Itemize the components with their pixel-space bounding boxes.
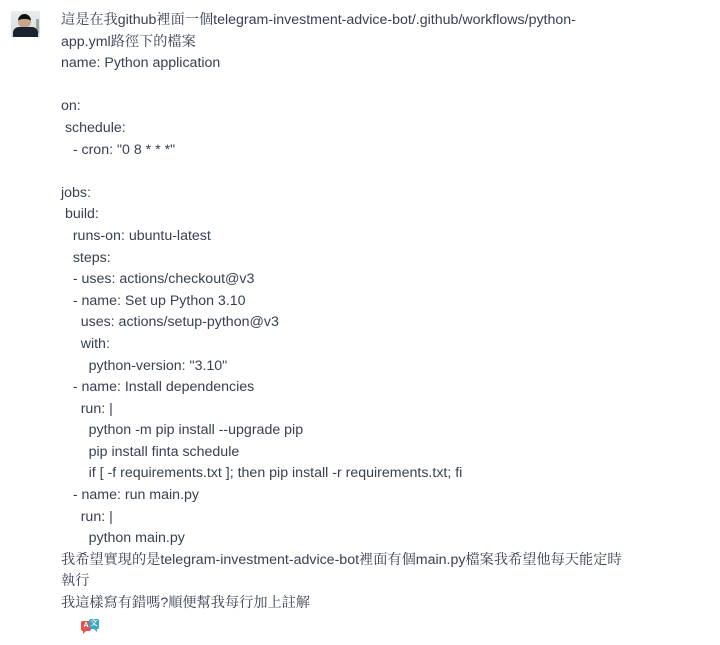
- message-line: [61, 161, 661, 183]
- message-line: uses: actions/setup-python@v3: [61, 314, 279, 331]
- message-line: [61, 75, 661, 97]
- message-line: app.yml路徑下的檔案: [61, 33, 196, 50]
- message-line: runs-on: ubuntu-latest: [61, 227, 211, 244]
- message-line: pip install finta schedule: [61, 443, 240, 460]
- message-line: run: |: [61, 400, 113, 417]
- message-line: - name: Install dependencies: [61, 379, 255, 396]
- translate-icon-secondary: 文: [90, 620, 98, 627]
- user-avatar: [11, 11, 40, 37]
- avatar-body: [13, 27, 38, 37]
- message-line: python-version: "3.10": [61, 357, 228, 374]
- avatar-head: [18, 14, 31, 28]
- message-line: python -m pip install --upgrade pip: [61, 422, 304, 439]
- message-line: build:: [61, 206, 99, 223]
- message-line: if [ -f requirements.txt ]; then pip install -r requirements.txt; fi: [61, 465, 463, 482]
- translate-icon: A: [81, 621, 91, 631]
- translate-button[interactable]: [81, 619, 101, 635]
- message-line: 執行: [61, 573, 90, 590]
- message-line: schedule:: [61, 119, 126, 136]
- message-line: - cron: "0 8 * * *": [61, 141, 176, 158]
- message-line: - uses: actions/checkout@v3: [61, 271, 255, 288]
- message-line: name: Python application: [61, 55, 221, 72]
- message-line: on:: [61, 98, 81, 115]
- message-line: with:: [61, 335, 110, 352]
- message-line: 我這樣寫有錯嗎?順便幫我每行加上註解: [61, 595, 311, 612]
- message-line: - name: run main.py: [61, 487, 199, 504]
- message-line: 我希望實現的是telegram-investment-advice-bot裡面有個main.py檔案我希望他每天能定時: [61, 551, 622, 568]
- message-line: steps:: [61, 249, 111, 266]
- message-line: - name: Set up Python 3.10: [61, 292, 246, 309]
- message-line: python main.py: [61, 530, 185, 547]
- message-content: [61, 10, 661, 615]
- message-line: run: |: [61, 508, 113, 525]
- message-line: jobs:: [61, 184, 91, 201]
- message-line: 這是在我github裡面一個telegram-investment-advice-bot/.github/workflows/python-: [61, 12, 576, 28]
